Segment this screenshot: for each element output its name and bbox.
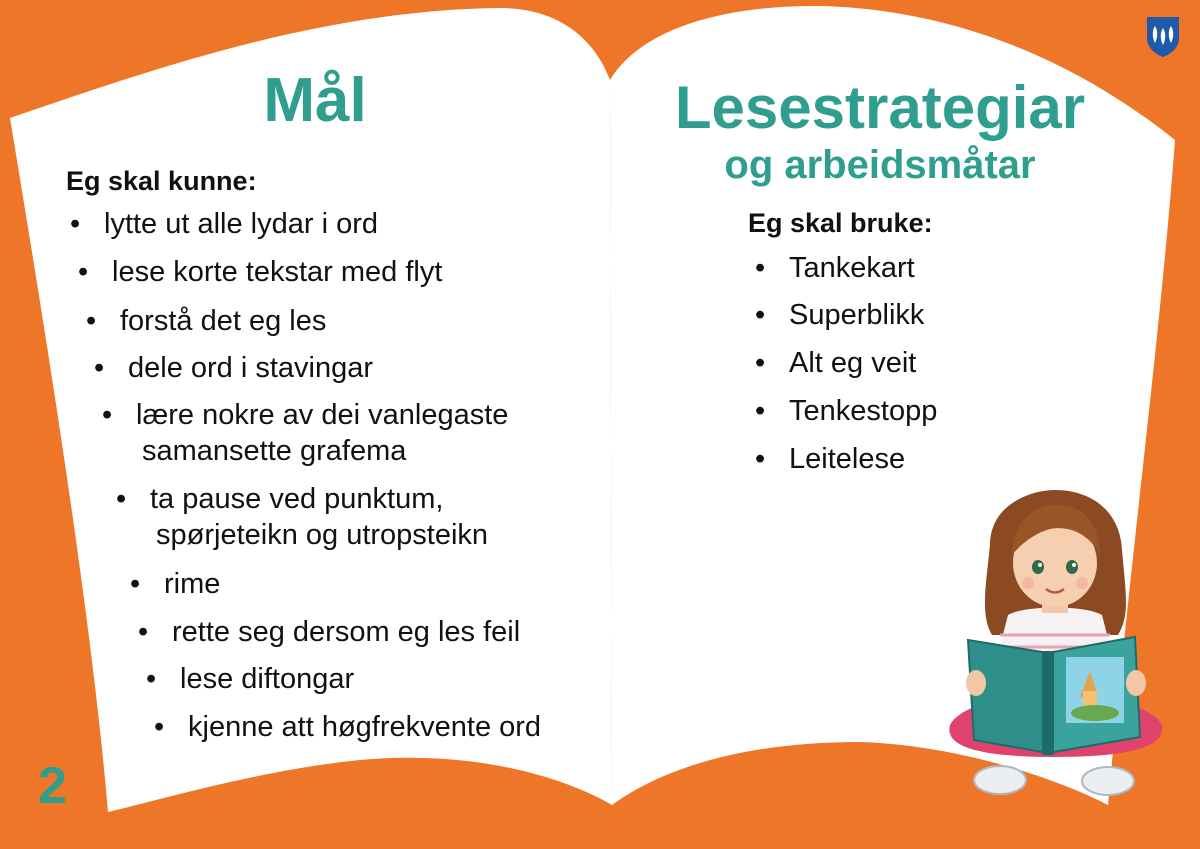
goal-item (94, 350, 373, 386)
girl-reading-illustration (930, 485, 1180, 810)
left-page-title: Mål (263, 66, 367, 135)
strategy-item (755, 297, 924, 333)
goal-item (138, 614, 520, 650)
goal-item-text: lytte ut alle lydar i ord (104, 208, 379, 240)
strategy-item (755, 393, 937, 429)
bullet-icon: • (86, 305, 97, 337)
municipal-coat-of-arms-icon (1146, 16, 1180, 58)
bullet-icon: • (102, 399, 113, 431)
goal-item (116, 481, 488, 553)
goal-item (70, 206, 378, 242)
goal-item (146, 661, 354, 697)
goal-item-text-continued: samansette grafema (142, 435, 407, 467)
bullet-icon: • (70, 208, 81, 240)
goal-item-text: ta pause ved punktum, (150, 483, 444, 515)
coat-of-arms-logo (1146, 16, 1180, 63)
left-page-intro: Eg skal kunne: (66, 166, 257, 196)
goal-item-text: rime (164, 568, 221, 600)
goal-item-text: dele ord i stavingar (128, 352, 374, 384)
strategy-item (755, 441, 905, 477)
goal-item (130, 566, 220, 602)
goal-item (86, 303, 326, 339)
bullet-icon: • (94, 352, 105, 384)
goal-item (154, 709, 541, 745)
goal-item-text: lære nokre av dei vanlegaste (136, 399, 509, 431)
goal-item (78, 254, 442, 290)
goal-item-text-continued: spørjeteikn og utropsteikn (156, 519, 489, 551)
bullet-icon: • (146, 663, 157, 695)
strategy-item-text: Leitelese (789, 443, 906, 475)
girl-reading-book-illustration (930, 485, 1180, 805)
strategy-item-text: Tenkestopp (789, 395, 938, 427)
goal-item (102, 397, 508, 469)
bullet-icon: • (138, 616, 149, 648)
right-page-intro: Eg skal bruke: (748, 208, 933, 238)
strategy-item (755, 250, 915, 286)
goal-item-text: lese korte tekstar med flyt (112, 256, 443, 288)
page-number: 2 (38, 757, 67, 815)
bullet-icon: • (116, 483, 127, 515)
right-page-subtitle: og arbeidsmåtar (724, 143, 1036, 187)
strategy-item-text: Superblikk (789, 299, 925, 331)
goal-item-text: kjenne att høgfrekvente ord (188, 711, 542, 743)
bullet-icon: • (154, 711, 165, 743)
goal-item-text: rette seg dersom eg les feil (172, 616, 521, 648)
right-page-title: Lesestrategiar (674, 74, 1086, 141)
bullet-icon: • (755, 395, 766, 427)
bullet-icon: • (755, 443, 766, 475)
bullet-icon: • (755, 299, 766, 331)
goal-item-text: forstå det eg les (120, 305, 327, 337)
strategy-item (755, 345, 916, 381)
strategy-item-text: Tankekart (789, 252, 915, 284)
bullet-icon: • (78, 256, 89, 288)
bullet-icon: • (755, 252, 766, 284)
goal-item-text: lese diftongar (180, 663, 355, 695)
bullet-icon: • (130, 568, 141, 600)
bullet-icon: • (755, 347, 766, 379)
strategy-item-text: Alt eg veit (789, 347, 917, 379)
